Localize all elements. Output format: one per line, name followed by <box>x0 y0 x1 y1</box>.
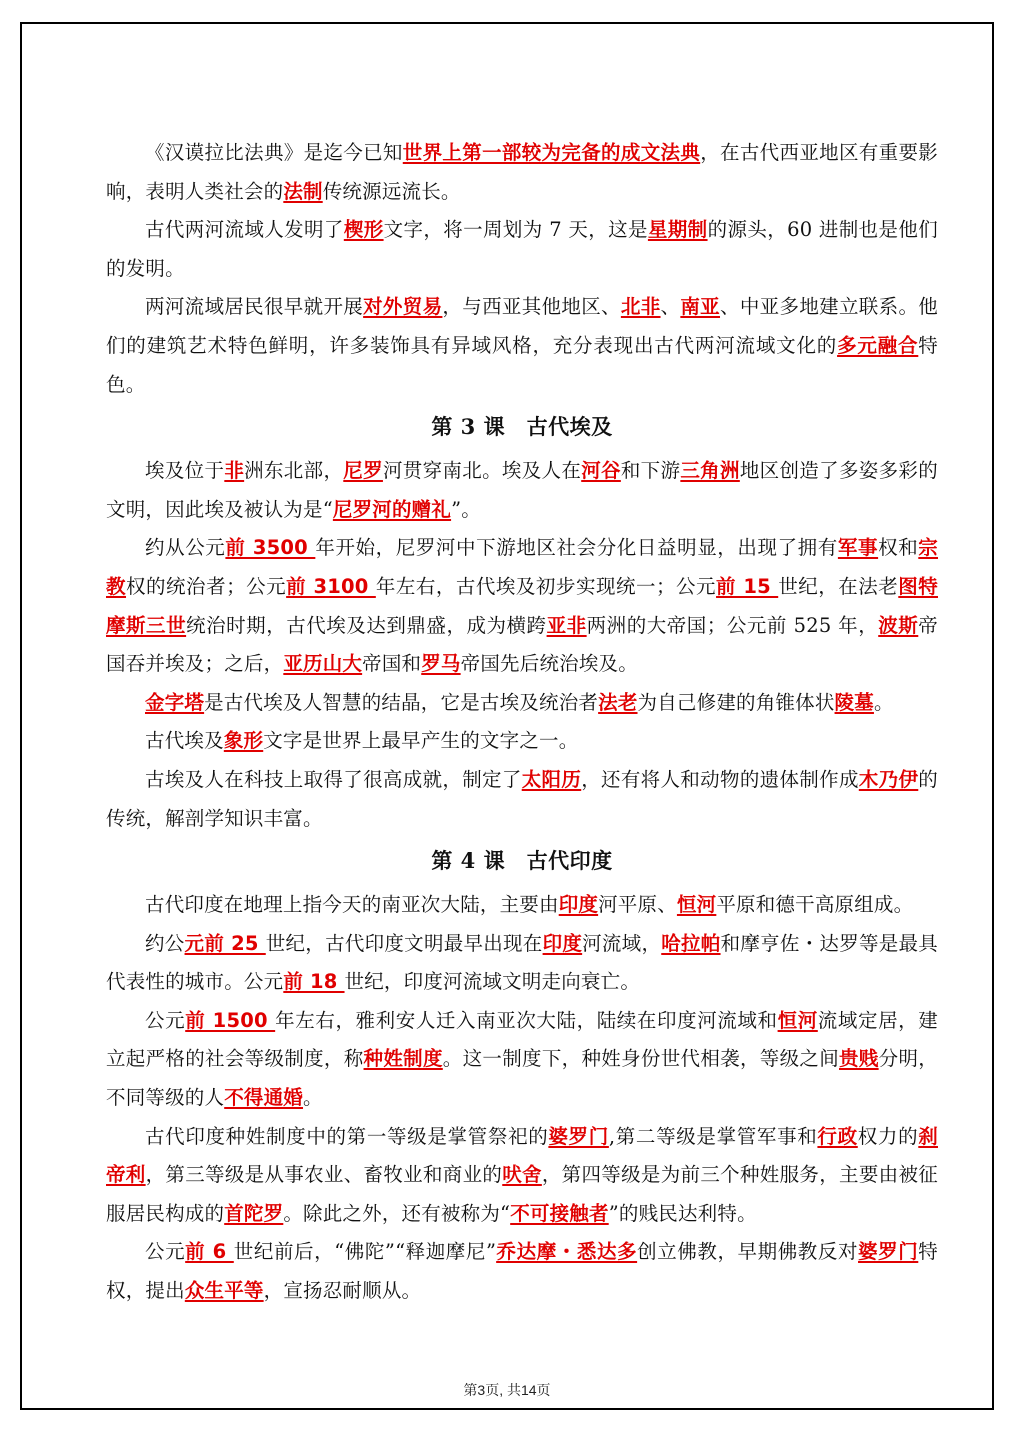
text-run: ，第三等级是从事农业、畜牧业和商业的 <box>145 1163 503 1187</box>
highlighted-term: 河谷 <box>581 459 621 483</box>
paragraph <box>106 452 938 529</box>
highlighted-term: 三角洲 <box>680 459 740 483</box>
highlighted-term: 法制 <box>283 179 323 203</box>
text-run: 平原和德干高原组成。 <box>716 893 914 917</box>
highlighted-term: 木乃伊 <box>858 767 919 791</box>
text-run: 文字，将一周划为 7 天，这是 <box>383 218 648 242</box>
text-run: 特色。 <box>106 333 938 396</box>
text-run: 。这一制度下，种姓身份世代相袭，等级之间 <box>442 1047 840 1071</box>
text-run: 公元 <box>145 1008 186 1032</box>
highlighted-term: 前 3500 <box>225 536 316 560</box>
paragraph <box>106 529 938 683</box>
highlighted-term: 对外贸易 <box>363 295 443 319</box>
text-run: ”。 <box>451 497 481 521</box>
text-run: 两河流域居民很早就开展 <box>145 295 364 319</box>
text-run: 年开始，尼罗河中下游地区社会分化日益明显，出现了拥有 <box>315 536 838 560</box>
paragraph <box>106 211 938 288</box>
text-run: 。除此之外，还有被称为“ <box>283 1201 511 1225</box>
text-run: 帝国先后统治埃及。 <box>460 652 638 676</box>
text-run: 河流域， <box>582 931 662 955</box>
section-lesson-4 <box>106 886 938 1311</box>
text-run: 地区创造了多姿多彩的文明，因此埃及被认为是“ <box>106 459 938 521</box>
paragraph <box>106 134 938 211</box>
highlighted-term: 前 3100 <box>286 574 376 598</box>
highlighted-term: 印度 <box>558 893 599 917</box>
text-run: 特权，提出 <box>106 1240 938 1303</box>
highlighted-term: 多元融合 <box>837 333 919 357</box>
text-run: 、 <box>660 295 681 319</box>
text-run: 、中亚多地建立联系。他们的建筑艺术特色鲜明，许多装饰具有异域风格，充分表现出古代两河流域文化的 <box>106 295 938 357</box>
paragraph <box>106 1118 938 1234</box>
highlighted-term: 象形 <box>223 729 264 753</box>
text-run: 古埃及人在科技上取得了很高成就，制定了 <box>145 767 522 791</box>
text-run: 文字是世界上最早产生的文字之一。 <box>263 729 579 753</box>
text-run: 创立佛教，早期佛教反对 <box>637 1240 859 1264</box>
highlighted-term: 印度 <box>542 931 583 955</box>
paragraph <box>106 722 938 761</box>
highlighted-term: 图特摩斯三世 <box>106 574 938 637</box>
text-run: 是古代埃及人智慧的结晶，它是古埃及统治者 <box>204 690 599 714</box>
paragraph <box>106 925 938 1002</box>
highlighted-term: 不可接触者 <box>510 1201 609 1225</box>
highlighted-term: 哈拉帕 <box>661 931 721 955</box>
text-run: 河贯穿南北。埃及人在 <box>382 459 582 483</box>
highlighted-term: 陵墓 <box>834 690 874 714</box>
highlighted-term: 行政 <box>817 1124 858 1148</box>
paragraph <box>106 886 938 925</box>
text-run: 统治时期，古代埃及达到鼎盛，成为横跨 <box>186 613 547 637</box>
highlighted-term: 不得通婚 <box>224 1086 304 1110</box>
highlighted-term: 尼罗河的赠礼 <box>332 497 452 521</box>
highlighted-term: 罗马 <box>421 652 461 676</box>
highlighted-term: 乔达摩・悉达多 <box>496 1240 638 1264</box>
text-run: 世纪，古代印度文明最早出现在 <box>265 931 543 955</box>
text-run: 帝国吞并埃及；之后， <box>106 613 938 676</box>
highlighted-term: 刹帝利 <box>106 1124 938 1187</box>
highlighted-term: 楔形 <box>343 218 384 242</box>
highlighted-term: 宗教 <box>106 536 938 598</box>
text-run: ，宣扬忍耐顺从。 <box>263 1279 422 1303</box>
paragraph <box>106 761 938 838</box>
highlighted-term: 北非 <box>620 295 661 319</box>
highlighted-term: 首陀罗 <box>224 1201 284 1225</box>
text-run: 古代印度种姓制度中的第一等级是掌管祭祀的 <box>145 1124 549 1148</box>
text-run: 。 <box>873 690 894 714</box>
highlighted-term: 亚历山大 <box>283 652 363 676</box>
highlighted-term: 南亚 <box>680 295 721 319</box>
highlighted-term: 星期制 <box>647 218 708 242</box>
highlighted-term: 恒河 <box>676 893 717 917</box>
paragraph <box>106 288 938 404</box>
highlighted-term: 法老 <box>598 690 638 714</box>
highlighted-term: 元前 25 <box>184 931 266 955</box>
text-run: 分明，不同等级的人 <box>106 1047 938 1110</box>
text-run: 年左右，雅利安人迁入南亚次大陆，陆续在印度河流域和 <box>275 1008 778 1032</box>
text-run: 年左右，古代埃及初步实现统一；公元 <box>375 574 717 598</box>
paragraph <box>106 684 938 723</box>
text-run: 《汉谟拉比法典》是迄今已知 <box>145 141 403 164</box>
highlighted-term: 前 15 <box>716 574 779 598</box>
text-run: 约从公元 <box>145 536 226 560</box>
highlighted-term: 太阳历 <box>521 767 582 791</box>
text-run: ,第二等级是掌管军事和 <box>608 1124 818 1148</box>
lesson-3-title: 第 3 课 古代埃及 <box>431 414 613 440</box>
text-run: 世纪，在法老 <box>778 574 899 598</box>
text-run: 帝国和 <box>362 652 422 676</box>
text-run: 。 <box>303 1086 323 1110</box>
text-run: 权的统治者；公元 <box>126 574 287 598</box>
text-run: 古代印度在地理上指今天的南亚次大陆，主要由 <box>145 893 559 917</box>
text-run: 和下游 <box>620 459 681 483</box>
text-run: 权和 <box>878 536 919 560</box>
text-run: 世纪前后，“佛陀”“释迦摩尼” <box>233 1240 497 1264</box>
text-run: 河平原、 <box>598 893 677 917</box>
text-run: 和摩亨佐・达罗等是最具代表性的城市。公元 <box>106 931 938 994</box>
highlighted-term: 恒河 <box>777 1008 818 1032</box>
section-lesson-3 <box>106 452 938 838</box>
highlighted-term: 婆罗门 <box>548 1124 609 1148</box>
text-run: 传统源远流长。 <box>322 179 461 203</box>
paragraph <box>106 1233 938 1310</box>
text-run: ，第四等级是为前三个种姓服务，主要由被征服居民构成的 <box>106 1163 938 1225</box>
text-run: 洲东北部， <box>244 459 344 483</box>
highlighted-term: 吠舍 <box>502 1163 542 1187</box>
text-run: 埃及位于 <box>145 459 225 483</box>
highlighted-term: 金字塔 <box>145 690 205 714</box>
text-run: ，还有将人和动物的遗体制作成 <box>581 767 859 791</box>
page-content <box>106 134 938 1311</box>
text-run: ，与西亚其他地区、 <box>442 295 621 319</box>
text-run: 流域定居，建立起严格的社会等级制度，称 <box>106 1008 938 1071</box>
text-run: 古代埃及 <box>145 729 224 753</box>
lesson-4-title: 第 4 课 古代印度 <box>431 848 613 874</box>
highlighted-term: 亚非 <box>546 613 587 637</box>
text-run: ，在古代西亚地区有重要影响，表明人类社会的 <box>106 141 938 203</box>
text-run: 世纪，印度河流域文明走向衰亡。 <box>344 970 641 994</box>
text-run: 公元 <box>145 1240 186 1264</box>
highlighted-term: 众生平等 <box>184 1279 264 1303</box>
paragraph <box>106 1002 938 1118</box>
page-footer: 第3页, 共14页 <box>463 1382 551 1398</box>
section-mesopotamia <box>106 134 938 404</box>
highlighted-term: 非 <box>224 459 245 483</box>
highlighted-term: 尼罗 <box>343 459 383 483</box>
highlighted-term: 种姓制度 <box>363 1047 443 1071</box>
text-run: ”的贱民达利特。 <box>608 1201 757 1225</box>
text-run: 约公 <box>145 931 185 955</box>
highlighted-term: 前 18 <box>283 970 345 994</box>
document-page <box>20 22 994 1410</box>
text-run: 的源头，60 进制也是他们的发明。 <box>106 218 938 280</box>
text-run: 的传统，解剖学知识丰富。 <box>106 767 938 830</box>
text-run: 古代两河流域人发明了 <box>145 218 344 242</box>
highlighted-term: 贵贱 <box>839 1047 879 1071</box>
text-run: 权力的 <box>857 1124 919 1148</box>
highlighted-term: 世界上第一部较为完备的成文法典 <box>402 141 701 164</box>
highlighted-term: 波斯 <box>878 613 919 637</box>
highlighted-term: 军事 <box>837 536 879 560</box>
highlighted-term: 前 6 <box>185 1240 234 1264</box>
text-run: 为自己修建的角锥体状 <box>637 690 835 714</box>
highlighted-term: 婆罗门 <box>858 1240 919 1264</box>
text-run: 两洲的大帝国；公元前 525 年， <box>586 613 879 637</box>
highlighted-term: 前 1500 <box>185 1008 276 1032</box>
